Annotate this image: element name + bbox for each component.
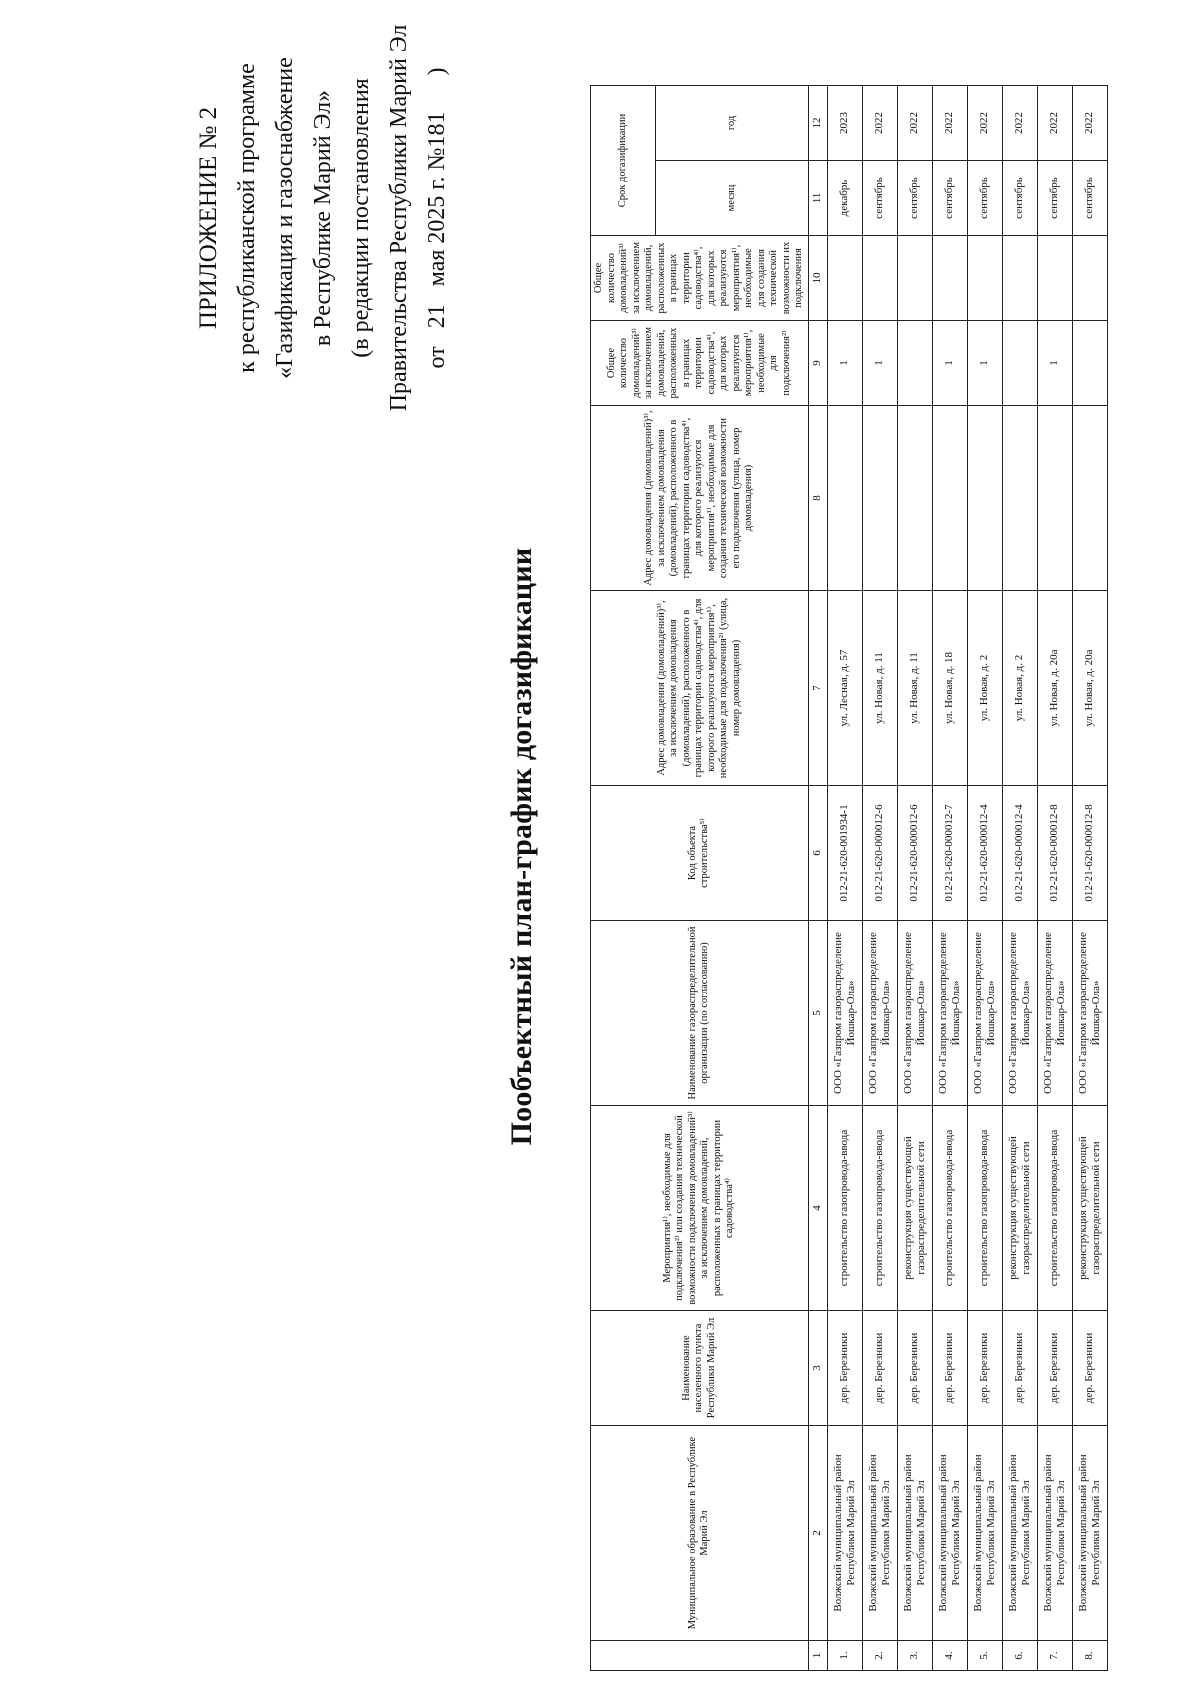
cell-gas-org: ООО «Газпром газораспределение Йошкар-Ола»	[827, 921, 862, 1106]
header-year: год	[656, 85, 809, 160]
table-row	[1072, 85, 1107, 1670]
cell-address-connection: ул. Новая, д. 2	[967, 591, 1002, 786]
cell-month: сентябрь	[1072, 161, 1107, 236]
cell-count-connection: 1	[827, 321, 862, 406]
cell-municipality: Волжский муниципальный район Республики Марий Эл	[932, 1426, 967, 1641]
appendix-line-2: к республиканской программе	[234, 63, 260, 373]
cell-object-code: 012-21-620-000012-7	[932, 786, 967, 921]
cell-address-connection: ул. Лесная, д. 57	[827, 591, 862, 786]
cell-month: сентябрь	[967, 161, 1002, 236]
date-prefix: от	[424, 346, 450, 369]
date-close: )	[424, 67, 450, 76]
cell-municipality: Волжский муниципальный район Республики Марий Эл	[827, 1426, 862, 1641]
cell-address-capability	[827, 406, 862, 591]
table-row	[827, 85, 862, 1670]
table-row	[1037, 85, 1072, 1670]
row-number: 4.	[932, 1641, 967, 1671]
table-row	[932, 85, 967, 1670]
col-number: 1	[808, 1641, 827, 1671]
cell-measure: строительство газопровода-ввода	[932, 1106, 967, 1311]
cell-gas-org: ООО «Газпром газораспределение Йошкар-Ола»	[862, 921, 897, 1106]
cell-count-connection	[897, 321, 932, 406]
cell-year: 2022	[932, 85, 967, 160]
cell-gas-org: ООО «Газпром газораспределение Йошкар-Ола»	[932, 921, 967, 1106]
cell-settlement: дер. Березники	[1072, 1311, 1107, 1426]
appendix-line-5: (в редакции постановления	[348, 78, 374, 358]
appendix-line-4: в Республике Марий Эл»	[310, 89, 336, 347]
header-count-connection: Общее количество домовладений³⁾ за исключением домовладений, расположенных в границах территории садоводства⁴⁾, для которых реализуются мероприятия¹⁾, необходимые для подключения²⁾	[591, 321, 809, 406]
cell-count-capability	[967, 236, 1002, 321]
cell-month: сентябрь	[862, 161, 897, 236]
cell-municipality: Волжский муниципальный район Республики Марий Эл	[967, 1426, 1002, 1641]
cell-object-code: 012-21-620-000012-4	[967, 786, 1002, 921]
cell-address-connection: ул. Новая, д. 20а	[1037, 591, 1072, 786]
cell-month: декабрь	[827, 161, 862, 236]
col-number: 2	[808, 1426, 827, 1641]
row-number: 2.	[862, 1641, 897, 1671]
cell-measure: реконструкция существующей газораспределительной сети	[897, 1106, 932, 1311]
cell-month: сентябрь	[1002, 161, 1037, 236]
col-number: 9	[808, 321, 827, 406]
cell-settlement: дер. Березники	[827, 1311, 862, 1426]
cell-year: 2022	[1002, 85, 1037, 160]
cell-gas-org: ООО «Газпром газораспределение Йошкар-Ола»	[967, 921, 1002, 1106]
cell-address-connection: ул. Новая, д. 20а	[1072, 591, 1107, 786]
row-number: 1.	[827, 1641, 862, 1671]
cell-object-code: 012-21-620-000012-6	[897, 786, 932, 921]
document-title: Пообъектный план-график догазификации	[505, 547, 538, 1146]
cell-count-connection: 1	[967, 321, 1002, 406]
cell-gas-org: ООО «Газпром газораспределение Йошкар-Ола»	[1037, 921, 1072, 1106]
cell-year: 2022	[967, 85, 1002, 160]
header-address-capability: Адрес домовладения (домовладений)³⁾, за исключением домовладения (домовладений), расположенного в границах территории садоводства⁴⁾, для которого реализуются мероприятия¹⁾, необходимые для создания технической возможности его подключения (улица, номер домовладения)	[591, 406, 809, 591]
cell-month: сентябрь	[1037, 161, 1072, 236]
row-number: 5.	[967, 1641, 1002, 1671]
header-object-code: Код объекта строительства⁵⁾	[591, 786, 809, 921]
cell-address-connection: ул. Новая, д. 11	[862, 591, 897, 786]
cell-count-connection	[1072, 321, 1107, 406]
cell-count-connection: 1	[862, 321, 897, 406]
cell-count-capability	[1037, 236, 1072, 321]
cell-settlement: дер. Березники	[897, 1311, 932, 1426]
cell-measure: реконструкция существующей газораспределительной сети	[1002, 1106, 1037, 1311]
cell-object-code: 012-21-620-000012-8	[1037, 786, 1072, 921]
header-row-1	[591, 85, 656, 1670]
cell-settlement: дер. Березники	[1002, 1311, 1037, 1426]
cell-count-connection: 1	[1037, 321, 1072, 406]
appendix-number: ПРИЛОЖЕНИЕ № 2	[195, 106, 222, 330]
cell-address-capability	[1037, 406, 1072, 591]
header-settlement: Наименование населенного пункта Республики Марий Эл	[591, 1311, 809, 1426]
table-row	[967, 85, 1002, 1670]
cell-count-capability	[862, 236, 897, 321]
cell-gas-org: ООО «Газпром газораспределение Йошкар-Ола»	[1072, 921, 1107, 1106]
cell-municipality: Волжский муниципальный район Республики Марий Эл	[1002, 1426, 1037, 1641]
appendix-line-3: «Газификация и газоснабжение	[272, 57, 298, 379]
cell-count-capability	[1072, 236, 1107, 321]
cell-municipality: Волжский муниципальный район Республики Марий Эл	[1072, 1426, 1107, 1641]
cell-measure: реконструкция существующей газораспределительной сети	[1072, 1106, 1107, 1311]
cell-settlement: дер. Березники	[1037, 1311, 1072, 1426]
appendix-heading	[190, 8, 456, 428]
col-number: 4	[808, 1106, 827, 1311]
row-number: 8.	[1072, 1641, 1107, 1671]
col-number: 6	[808, 786, 827, 921]
cell-address-capability	[897, 406, 932, 591]
date-day: 21	[424, 304, 450, 329]
cell-object-code: 012-21-620-000012-4	[1002, 786, 1037, 921]
col-number: 7	[808, 591, 827, 786]
cell-object-code: 012-21-620-001934-1	[827, 786, 862, 921]
cell-count-capability	[897, 236, 932, 321]
cell-year: 2022	[862, 85, 897, 160]
cell-address-capability	[932, 406, 967, 591]
col-number: 8	[808, 406, 827, 591]
cell-month: сентябрь	[897, 161, 932, 236]
cell-municipality: Волжский муниципальный район Республики Марий Эл	[862, 1426, 897, 1641]
table-body	[827, 85, 1107, 1670]
cell-address-capability	[862, 406, 897, 591]
cell-year: 2022	[897, 85, 932, 160]
header-gas-org: Наименование газораспределительной организации (по согласованию)	[591, 921, 809, 1106]
cell-settlement: дер. Березники	[967, 1311, 1002, 1426]
col-number: 5	[808, 921, 827, 1106]
cell-count-capability	[932, 236, 967, 321]
row-number: 3.	[897, 1641, 932, 1671]
cell-measure: строительство газопровода-ввода	[967, 1106, 1002, 1311]
schedule-table	[590, 85, 1108, 1671]
column-number-row	[808, 85, 827, 1670]
cell-address-capability	[1072, 406, 1107, 591]
cell-address-capability	[967, 406, 1002, 591]
schedule-table-wrapper	[590, 86, 1108, 1671]
appendix-date-line	[418, 8, 456, 428]
cell-count-connection: 1	[932, 321, 967, 406]
table-row	[897, 85, 932, 1670]
cell-object-code: 012-21-620-000012-8	[1072, 786, 1107, 921]
cell-count-connection	[1002, 321, 1037, 406]
table-row	[862, 85, 897, 1670]
cell-month: сентябрь	[932, 161, 967, 236]
header-col-1	[591, 1641, 809, 1671]
col-number: 12	[808, 85, 827, 160]
table-row	[1002, 85, 1037, 1670]
cell-settlement: дер. Березники	[932, 1311, 967, 1426]
cell-year: 2023	[827, 85, 862, 160]
cell-address-capability	[1002, 406, 1037, 591]
date-rest: мая 2025 г. №181	[424, 111, 450, 287]
cell-count-capability	[1002, 236, 1037, 321]
cell-address-connection: ул. Новая, д. 11	[897, 591, 932, 786]
header-count-capability: Общее количество домовладений³⁾ за исключением домовладений, расположенных в границах территории садоводства⁴⁾, для которых реализуются мероприятия¹⁾, необходимые для создания технической возможности их подключения	[591, 236, 809, 321]
col-number: 11	[808, 161, 827, 236]
cell-settlement: дер. Березники	[862, 1311, 897, 1426]
cell-year: 2022	[1037, 85, 1072, 160]
cell-measure: строительство газопровода-ввода	[862, 1106, 897, 1311]
cell-count-capability	[827, 236, 862, 321]
header-measures: Мероприятия¹⁾, необходимые для подключения²⁾ или создания технической возможности подключения домовладений³⁾ за исключением домовладений, расположенных в границах территории садоводства⁴⁾	[591, 1106, 809, 1311]
appendix-line-6: Правительства Республики Марий Эл	[386, 24, 412, 412]
row-number: 6.	[1002, 1641, 1037, 1671]
header-address-connection: Адрес домовладения (домовладений)³⁾, за исключением домовладения (домовладений), расположенного в границах территории садоводства⁴⁾, для которого реализуются мероприятия¹⁾, необходимые для подключения²⁾ (улица, номер домовладения)	[591, 591, 809, 786]
cell-address-connection: ул. Новая, д. 2	[1002, 591, 1037, 786]
header-month: месяц	[656, 161, 809, 236]
cell-address-connection: ул. Новая, д. 18	[932, 591, 967, 786]
cell-municipality: Волжский муниципальный район Республики Марий Эл	[1037, 1426, 1072, 1641]
cell-measure: строительство газопровода-ввода	[1037, 1106, 1072, 1311]
cell-gas-org: ООО «Газпром газораспределение Йошкар-Ола»	[897, 921, 932, 1106]
row-number: 7.	[1037, 1641, 1072, 1671]
cell-measure: строительство газопровода-ввода	[827, 1106, 862, 1311]
cell-object-code: 012-21-620-000012-6	[862, 786, 897, 921]
cell-municipality: Волжский муниципальный район Республики Марий Эл	[897, 1426, 932, 1641]
col-number: 3	[808, 1311, 827, 1426]
header-deadline-group: Срок догазификации	[591, 85, 656, 235]
cell-gas-org: ООО «Газпром газораспределение Йошкар-Ола»	[1002, 921, 1037, 1106]
cell-year: 2022	[1072, 85, 1107, 160]
col-number: 10	[808, 236, 827, 321]
header-municipality: Муниципальное образование в Республике Марий Эл	[591, 1426, 809, 1641]
